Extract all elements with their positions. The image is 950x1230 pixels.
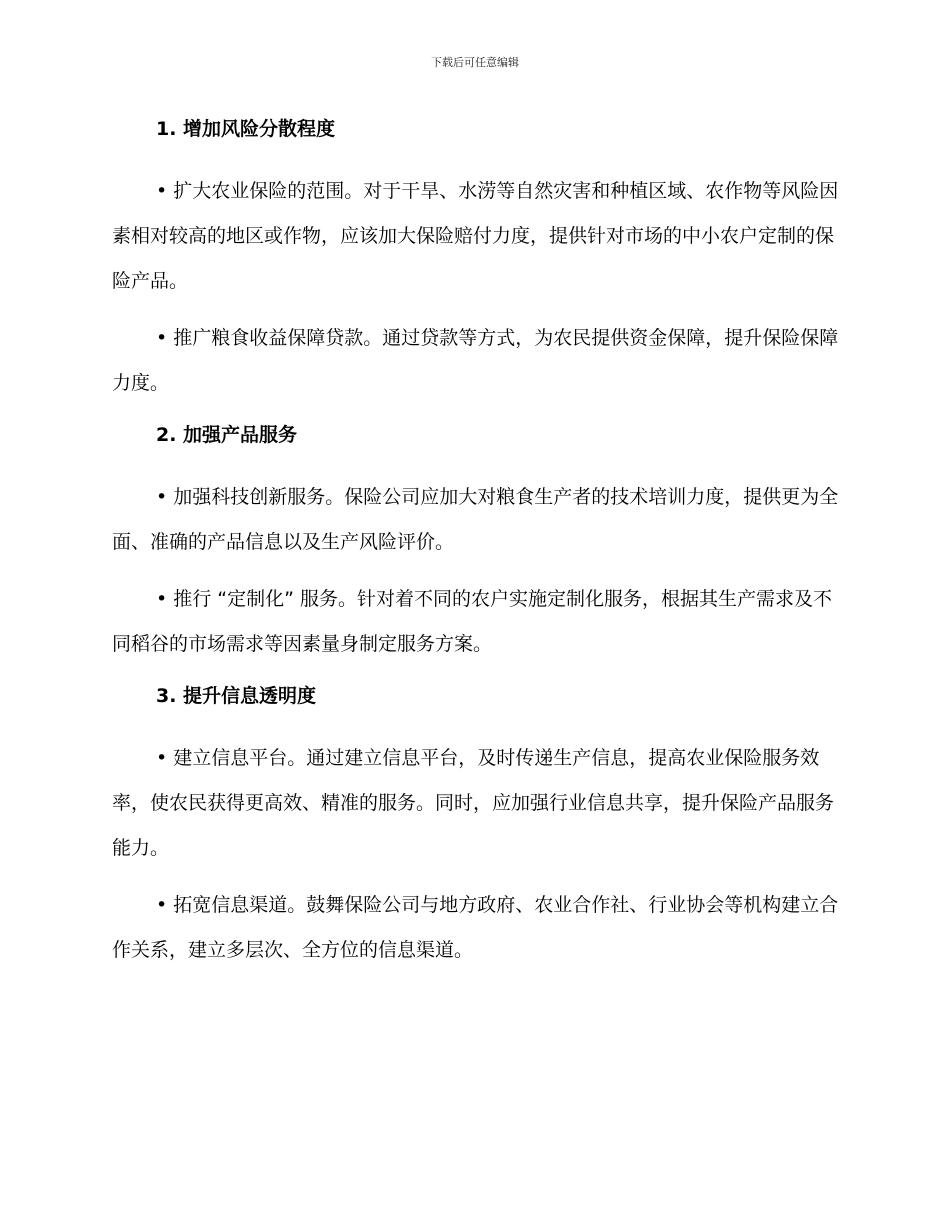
paragraph: • 推广粮食收益保障贷款。通过贷款等方式，为农民提供资金保障，提升保险保障力度。 bbox=[112, 327, 839, 394]
section-heading-3: 3. 提升信息透明度 bbox=[156, 685, 317, 707]
paragraph: • 扩大农业保险的范围。对于干旱、水涝等自然灾害和种植区域、农作物等风险因素相对较高的地区或作物，应该加大保险赔付力度，提供针对市场的中小农户定制的保险产品。 bbox=[112, 180, 839, 292]
page-header: 下载后可任意编辑 bbox=[431, 56, 519, 69]
document-body bbox=[112, 112, 840, 985]
section-heading-2: 2. 加强产品服务 bbox=[156, 424, 298, 446]
section-heading-1: 1. 增加风险分散程度 bbox=[156, 118, 336, 140]
paragraph: • 拓宽信息渠道。鼓舞保险公司与地方政府、农业合作社、行业协会等机构建立合作关系，建立多层次、全方位的信息渠道。 bbox=[112, 894, 839, 961]
paragraph: • 推行 “定制化” 服务。针对着不同的农户实施定制化服务，根据其生产需求及不同稻谷的市场需求等因素量身制定服务方案。 bbox=[112, 588, 833, 655]
paragraph: • 建立信息平台。通过建立信息平台，及时传递生产信息，提高农业保险服务效率，使农民获得更高效、精准的服务。同时，应加强行业信息共享，提升保险产品服务能力。 bbox=[112, 747, 835, 859]
paragraph: • 加强科技创新服务。保险公司应加大对粮食生产者的技术培训力度，提供更为全面、准确的产品信息以及生产风险评价。 bbox=[112, 486, 839, 553]
